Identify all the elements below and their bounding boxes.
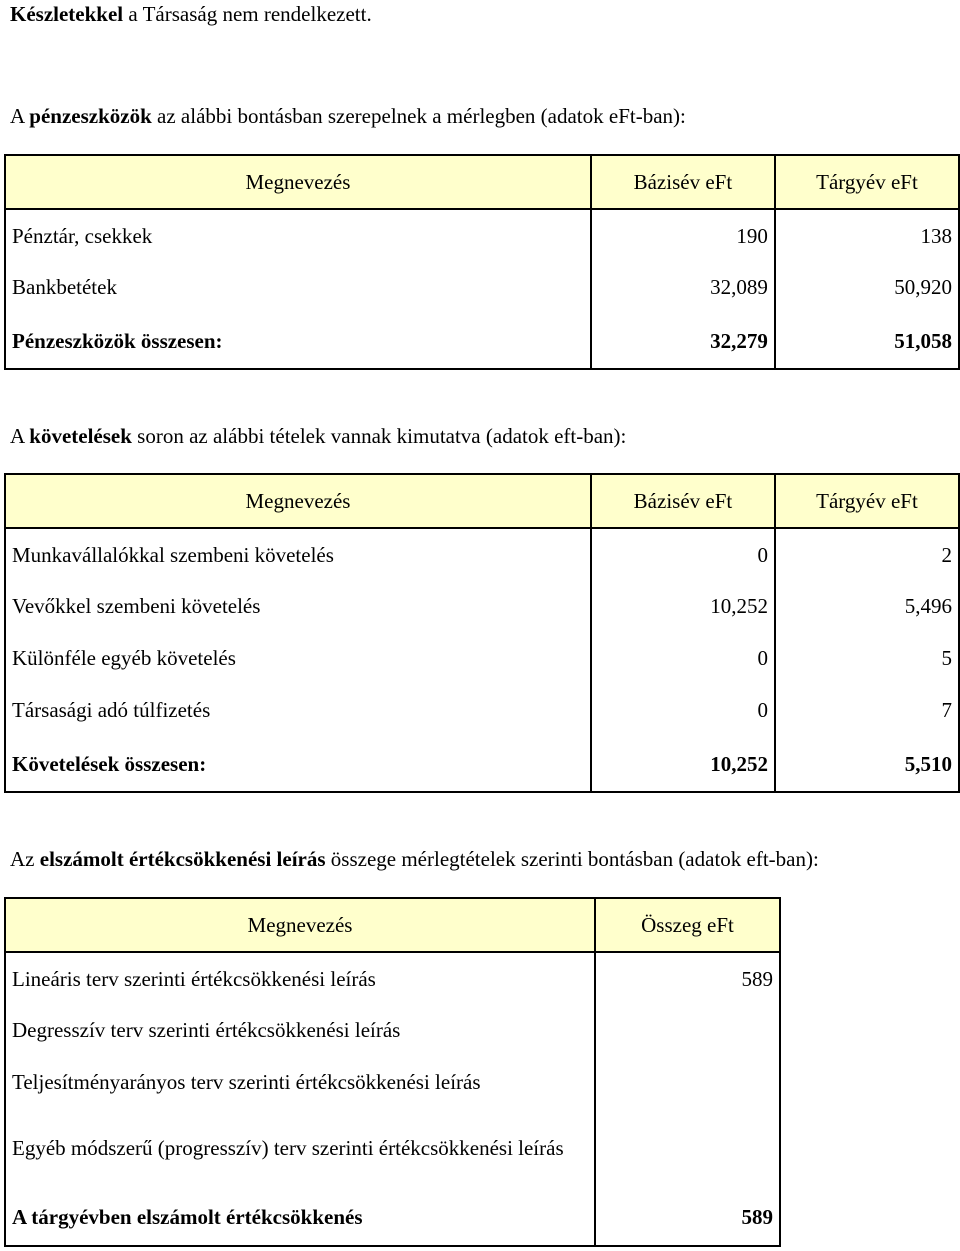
row-amount [595,1056,780,1108]
row-amount [595,1108,780,1188]
total-name: Pénzeszközök összesen: [5,313,591,369]
receivables-heading-bold: követelések [29,424,132,448]
cash-col-base: Bázisév eFt [591,155,775,209]
table-row [5,1004,780,1056]
table-row [5,684,959,736]
total-base: 32,279 [591,313,775,369]
depreciation-heading-post: összege mérlegtételek szerinti bontásban (adatok eft-ban): [325,847,819,871]
row-name: Teljesítményarányos terv szerinti értékcsökkenési leírás [5,1056,595,1108]
row-name: Munkavállalókkal szembeni követelés [5,528,591,580]
total-current: 51,058 [775,313,959,369]
table-row [5,1108,780,1188]
row-name: Vevőkkel szembeni követelés [5,580,591,632]
depreciation-table [4,897,781,1247]
row-current: 5,496 [775,580,959,632]
row-current: 138 [775,209,959,261]
depreciation-heading-pre: Az [10,847,40,871]
table-row [5,952,780,1004]
total-row [5,313,959,369]
depreciation-col-name: Megnevezés [5,898,595,952]
row-name: Különféle egyéb követelés [5,632,591,684]
table-row [5,261,959,313]
table-row [5,632,959,684]
row-base: 0 [591,528,775,580]
depreciation-col-amount: Összeg eFt [595,898,780,952]
intro-bold: Készletekkel [10,2,124,26]
cash-table [4,154,960,370]
receivables-col-base: Bázisév eFt [591,474,775,528]
row-current: 50,920 [775,261,959,313]
intro-text [10,2,372,26]
receivables-heading-post: soron az alábbi tételek vannak kimutatva (adatok eft-ban): [131,424,627,448]
cash-header-row [5,155,959,209]
row-amount: 589 [595,952,780,1004]
total-row [5,736,959,792]
receivables-header-row [5,474,959,528]
row-name: Egyéb módszerű (progresszív) terv szerinti értékcsökkenési leírás [5,1108,595,1188]
cash-col-current: Tárgyév eFt [775,155,959,209]
cash-heading-post: az alábbi bontásban szerepelnek a mérlegben (adatok eFt-ban): [151,104,686,128]
row-base: 10,252 [591,580,775,632]
total-amount: 589 [595,1188,780,1246]
row-current: 7 [775,684,959,736]
receivables-heading-pre: A [10,424,30,448]
receivables-heading [10,424,626,448]
depreciation-header-row [5,898,780,952]
cash-heading [10,104,686,128]
row-current: 5 [775,632,959,684]
depreciation-heading [10,847,819,871]
row-base: 190 [591,209,775,261]
cash-col-name: Megnevezés [5,155,591,209]
receivables-table [4,473,960,793]
row-current: 2 [775,528,959,580]
total-current: 5,510 [775,736,959,792]
cash-heading-pre: A [10,104,30,128]
row-name: Degresszív terv szerinti értékcsökkenési leírás [5,1004,595,1056]
receivables-col-name: Megnevezés [5,474,591,528]
depreciation-heading-bold: elszámolt értékcsökkenési leírás [39,847,326,871]
total-row [5,1188,780,1246]
receivables-col-current: Tárgyév eFt [775,474,959,528]
table-row [5,528,959,580]
table-row [5,209,959,261]
row-base: 0 [591,684,775,736]
row-base: 0 [591,632,775,684]
row-base: 32,089 [591,261,775,313]
total-base: 10,252 [591,736,775,792]
total-name: A tárgyévben elszámolt értékcsökkenés [5,1188,595,1246]
row-amount [595,1004,780,1056]
table-row [5,1056,780,1108]
row-name: Pénztár, csekkek [5,209,591,261]
cash-heading-bold: pénzeszközök [29,104,152,128]
row-name: Bankbetétek [5,261,591,313]
table-row [5,580,959,632]
row-name: Társasági adó túlfizetés [5,684,591,736]
row-name: Lineáris terv szerinti értékcsökkenési leírás [5,952,595,1004]
total-name: Követelések összesen: [5,736,591,792]
intro-rest: a Társaság nem rendelkezett. [123,2,372,26]
